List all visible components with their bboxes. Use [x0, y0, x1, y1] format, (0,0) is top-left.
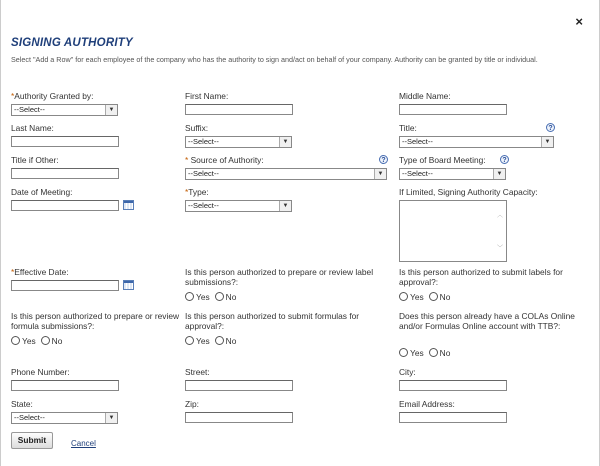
scrollbar[interactable]	[495, 201, 506, 261]
zip-input[interactable]	[185, 412, 293, 423]
no-radio[interactable]: No	[429, 292, 451, 302]
title-if-other-label: Title if Other:	[11, 155, 59, 165]
type-label: *Type:	[185, 187, 209, 197]
label-prepare-radios	[185, 292, 241, 302]
help-icon[interactable]: ?	[546, 123, 555, 132]
phone-input[interactable]	[11, 380, 119, 391]
formula-submit-radios	[185, 336, 241, 346]
submit-button[interactable]: Submit	[11, 432, 53, 449]
yes-radio[interactable]: Yes	[185, 292, 210, 302]
source-of-authority-label: * Source of Authority:	[185, 155, 264, 165]
first-name-input[interactable]	[185, 104, 293, 115]
source-of-authority-select[interactable]: --Select-- ▼	[185, 168, 387, 180]
phone-label: Phone Number:	[11, 367, 70, 377]
formula-prepare-question: Is this person authorized to prepare or review formula submissions?:	[11, 311, 180, 331]
last-name-label: Last Name:	[11, 123, 54, 133]
city-input[interactable]	[399, 380, 507, 391]
required-mark: *	[11, 267, 15, 277]
cancel-link[interactable]: Cancel	[71, 439, 96, 448]
middle-name-label: Middle Name:	[399, 91, 451, 101]
title-if-other-input[interactable]	[11, 168, 119, 179]
help-icon[interactable]: ?	[379, 155, 388, 164]
yes-radio[interactable]: Yes	[399, 292, 424, 302]
help-icon[interactable]: ?	[500, 155, 509, 164]
type-select[interactable]: --Select-- ▼	[185, 200, 292, 212]
calendar-icon[interactable]	[123, 280, 134, 290]
no-radio[interactable]: No	[429, 348, 451, 358]
close-icon[interactable]: ×	[575, 14, 583, 29]
effective-date-label: *Effective Date:	[11, 267, 69, 277]
state-label: State:	[11, 399, 33, 409]
yes-radio[interactable]: Yes	[11, 336, 36, 346]
type-of-board-meeting-label: Type of Board Meeting:	[399, 155, 486, 165]
label-submit-radios	[399, 292, 455, 302]
title-select[interactable]: --Select-- ▼	[399, 136, 554, 148]
authority-granted-by-label: *Authority Granted by:	[11, 91, 94, 101]
email-input[interactable]	[399, 412, 507, 423]
signing-capacity-label: If Limited, Signing Authority Capacity:	[399, 187, 538, 197]
required-mark: *	[11, 91, 15, 101]
chevron-down-icon: ▼	[493, 169, 505, 179]
email-label: Email Address:	[399, 399, 455, 409]
first-name-label: First Name:	[185, 91, 229, 101]
no-radio[interactable]: No	[215, 336, 237, 346]
formula-submit-question: Is this person authorized to submit formulas for approval?:	[185, 311, 360, 331]
suffix-label: Suffix:	[185, 123, 209, 133]
dialog-title: SIGNING AUTHORITY	[11, 37, 133, 49]
type-of-board-meeting-select[interactable]: --Select-- ▼	[399, 168, 506, 180]
street-input[interactable]	[185, 380, 293, 391]
date-of-meeting-label: Date of Meeting:	[11, 187, 73, 197]
last-name-input[interactable]	[11, 136, 119, 147]
label-prepare-question: Is this person authorized to prepare or review label submissions?:	[185, 267, 374, 287]
label-submit-question: Is this person authorized to submit labels for approval?:	[399, 267, 563, 287]
formula-prepare-radios	[11, 336, 67, 346]
effective-date-input[interactable]	[11, 280, 119, 291]
scroll-up-icon[interactable]: ︿	[497, 213, 504, 219]
required-mark: *	[185, 187, 189, 197]
colas-account-question: Does this person already have a COLAs Online and/or Formulas Online account with TTB?:	[399, 311, 575, 331]
title-label: Title:	[399, 123, 417, 133]
date-of-meeting-input[interactable]	[11, 200, 119, 211]
chevron-down-icon: ▼	[374, 169, 386, 179]
yes-radio[interactable]: Yes	[399, 348, 424, 358]
suffix-select[interactable]: --Select-- ▼	[185, 136, 292, 148]
state-select[interactable]: --Select-- ▼	[11, 412, 118, 424]
chevron-down-icon: ▼	[279, 201, 291, 211]
chevron-down-icon: ▼	[105, 105, 117, 115]
authority-granted-by-select[interactable]: --Select-- ▼	[11, 104, 118, 116]
yes-radio[interactable]: Yes	[185, 336, 210, 346]
required-mark: *	[185, 155, 189, 165]
zip-label: Zip:	[185, 399, 199, 409]
chevron-down-icon: ▼	[541, 137, 553, 147]
no-radio[interactable]: No	[41, 336, 63, 346]
middle-name-input[interactable]	[399, 104, 507, 115]
signing-capacity-textarea[interactable]	[399, 200, 507, 262]
city-label: City:	[399, 367, 416, 377]
colas-account-radios	[399, 348, 455, 358]
no-radio[interactable]: No	[215, 292, 237, 302]
calendar-icon[interactable]	[123, 200, 134, 210]
street-label: Street:	[185, 367, 210, 377]
chevron-down-icon: ▼	[105, 413, 117, 423]
chevron-down-icon: ▼	[279, 137, 291, 147]
scroll-down-icon[interactable]: ﹀	[497, 246, 504, 252]
dialog-intro: Select "Add a Row" for each employee of the company who has the authority to sign and/act on behalf of your company. Authority can be granted by title or individual.	[11, 55, 538, 64]
